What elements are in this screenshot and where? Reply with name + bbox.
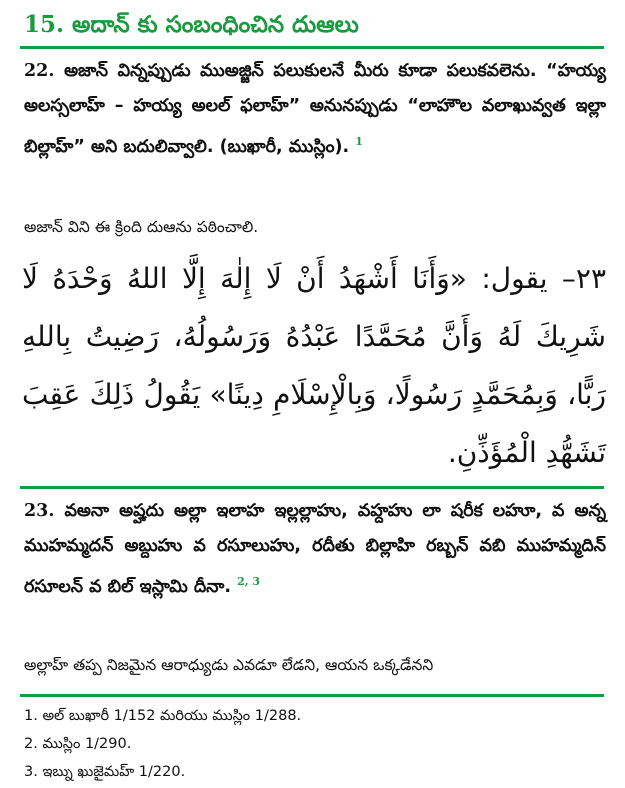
hadith-23-number: 23. <box>24 501 55 521</box>
hadith-23-paragraph <box>24 494 606 605</box>
section-heading: 15. అదాన్ కు సంబంధించిన దుఆలు <box>24 11 359 38</box>
footnote-2: 2. ముస్లిం 1/290. <box>24 736 132 752</box>
footnote-ref-1[interactable]: 1 <box>355 135 363 148</box>
arabic-divider <box>20 486 604 489</box>
translation-line: అల్లాహ్ తప్ప నిజమైన ఆరాధ్యుడు ఎవడూ లేడని, ఆయన ఒక్కడేనని <box>24 656 434 674</box>
hadith-22-text: అజాన్ విన్నప్పుడు ముఅజ్జిన్ పలుకులనే మీరు కూడా పలుకవలెను. “హయ్య అలస్సలాహ్ – హయ్య అలల్ ఫలాహ్” అనునప్పుడు “లాహౌల వలాఖువ్వత ఇల్లా బిల్లాహ్” అని బదులివ్వాలి. (బుఖారీ, ముస్లిం). <box>24 61 606 157</box>
footnote-rule <box>20 694 604 697</box>
hadith-22-number: 22. <box>24 61 55 81</box>
footnote-ref-2-3[interactable]: 2, 3 <box>237 575 261 588</box>
footnote-3: 3. ఇబ్ను ఖుజైమహ్ 1/220. <box>24 764 186 780</box>
footnotes <box>24 702 608 786</box>
hadith-22-paragraph <box>24 54 606 165</box>
arabic-dua-text: ٢٣– يقول: «وَأَنَا أَشْهَدُ أَنْ لَا إِلٰهَ إِلَّا اللهُ وَحْدَهُ لَا شَرِيكَ لَهُ وَأَنَّ مُحَمَّدًا عَبْدُهُ وَرَسُولُهُ، رَضِيتُ بِاللهِ رَبًّا، وَبِمُحَمَّدٍ رَسُولًا، وَبِالْإِسْلَامِ دِينًا» يَقُولُ ذَلِكَ عَقِبَ تَشَهُّدِ الْمُؤَذِّنِ. <box>22 262 606 469</box>
heading-rule <box>20 46 604 49</box>
hadith-23-text: వఅనా అష్హదు అల్లా ఇలాహ ఇల్లల్లాహు, వహ్దహు లా షరీక లహూ, వ అన్న ముహమ్మదన్ అబ్దుహు వ రసూలుహు, రదీతు బిల్లాహి రబ్బన్ వబి ముహమ్మదిన్ రసూలన్ వ బిల్ ఇస్లామి దీనా. <box>24 501 606 597</box>
footnote-1: 1. అల్ బుఖారీ 1/152 మరియు ముస్లిం 1/288. <box>24 708 302 724</box>
intro-line: అజాన్ విని ఈ క్రింది దుఆను పఠించాలి. <box>24 218 259 236</box>
